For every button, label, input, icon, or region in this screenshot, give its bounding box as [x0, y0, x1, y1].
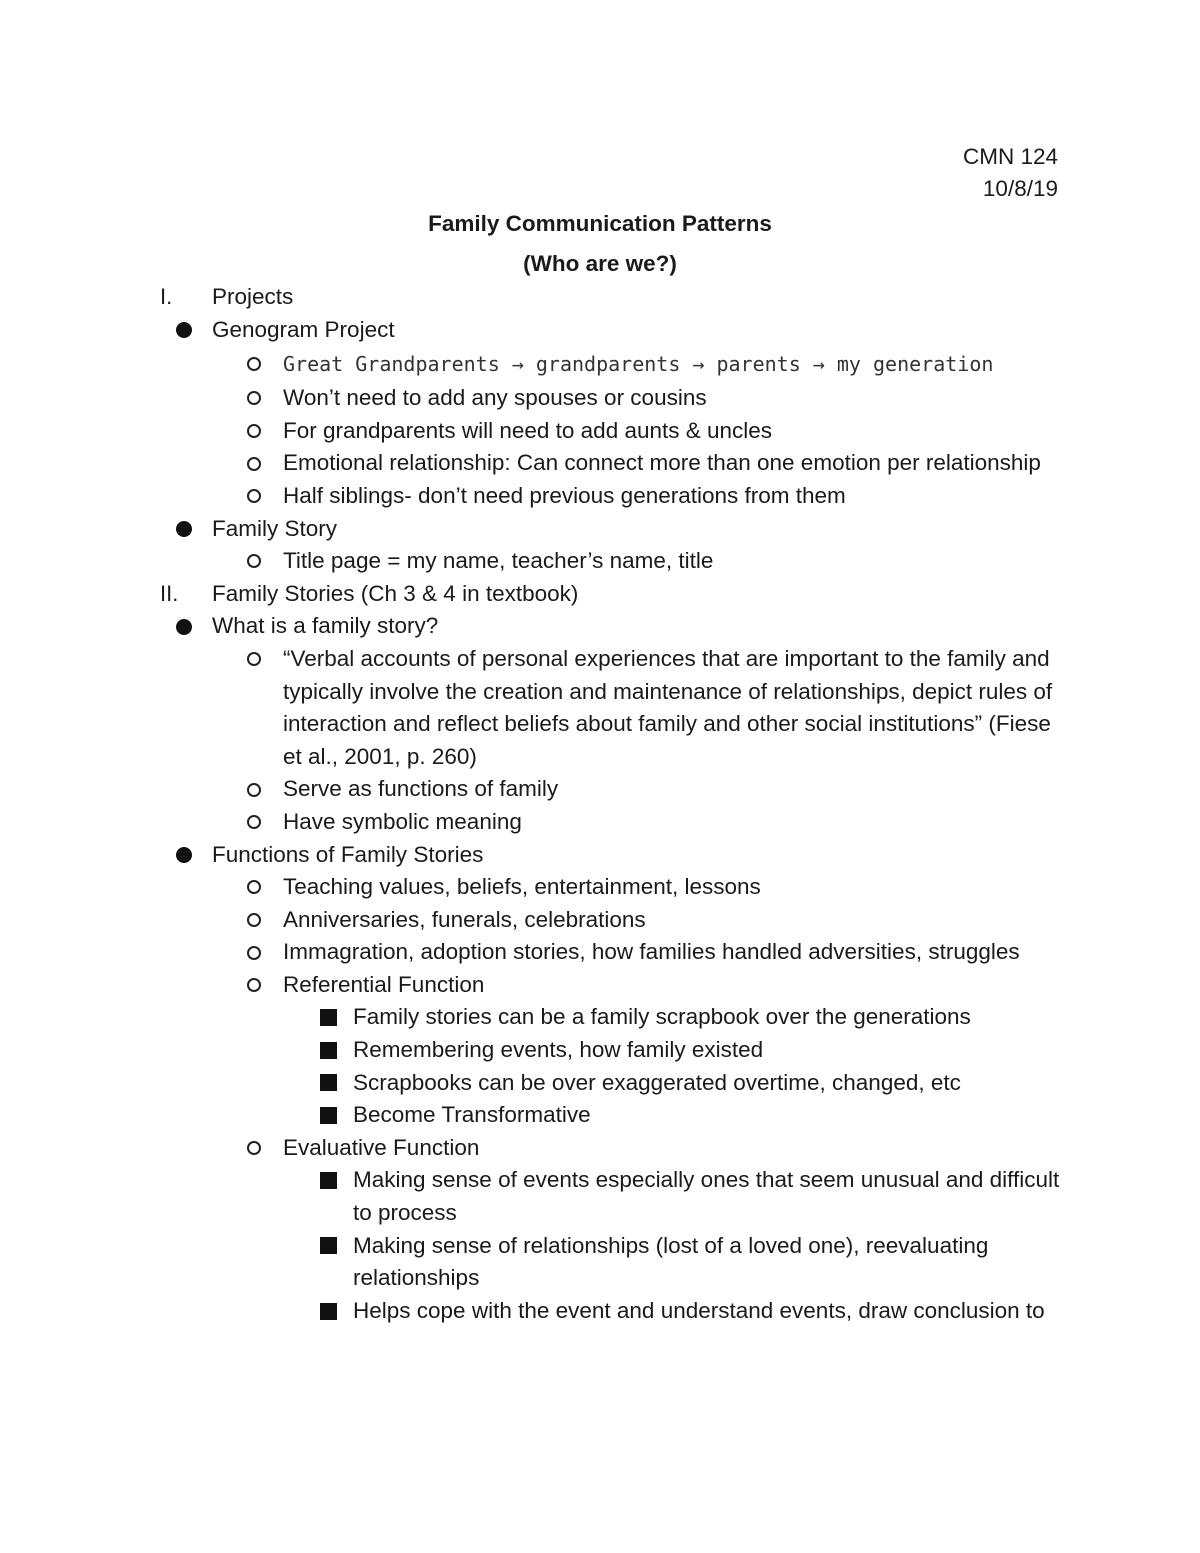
lecture-date: 10/8/19	[982, 176, 1058, 201]
square-bullet-icon	[320, 1295, 337, 1328]
filled-bullet-icon	[176, 839, 192, 872]
filled-bullet-icon	[176, 513, 192, 546]
hollow-bullet-icon	[247, 936, 261, 969]
square-bullet	[0, 1164, 1200, 1229]
square-bullet-text: Helps cope with the event and understand events, draw conclusion to	[353, 1297, 1045, 1323]
square-bullet	[0, 1067, 1200, 1100]
bullet-text: Family Story	[212, 515, 338, 541]
sub-bullet	[0, 415, 1200, 448]
square-bullet	[0, 1295, 1200, 1328]
sub-bullet	[0, 773, 1200, 806]
filled-bullet-icon	[176, 314, 192, 347]
sub-bullet	[0, 480, 1200, 513]
sub-bullet	[0, 382, 1200, 415]
sub-bullet	[0, 871, 1200, 904]
sub-bullet-text: Title page = my name, teacher’s name, title	[283, 548, 714, 574]
sub-bullet-text: Immagration, adoption stories, how families handled adversities, struggles	[283, 939, 1020, 965]
bullet-text: Genogram Project	[212, 316, 395, 342]
course-code: CMN 124	[962, 144, 1058, 169]
sub-bullet-text: Referential Function	[283, 971, 485, 997]
section-family-stories	[0, 578, 1200, 611]
sub-bullet-text: Anniversaries, funerals, celebrations	[283, 906, 646, 932]
square-bullet	[0, 1099, 1200, 1132]
sub-bullet	[0, 904, 1200, 937]
hollow-bullet-icon	[247, 969, 261, 1002]
sub-bullet-text: Serve as functions of family	[283, 776, 559, 802]
hollow-bullet-icon	[247, 806, 261, 839]
square-bullet	[0, 1230, 1200, 1295]
square-bullet	[0, 1034, 1200, 1067]
document-title: Family Communication Patterns	[428, 211, 772, 236]
square-bullet-icon	[320, 1067, 337, 1100]
sub-bullet	[0, 643, 1200, 773]
roman-numeral: I.	[160, 284, 173, 309]
sub-bullet-text: Teaching values, beliefs, entertainment, lessons	[283, 874, 761, 900]
sub-bullet-text: Won’t need to add any spouses or cousins	[283, 385, 707, 411]
hollow-bullet-icon	[247, 480, 261, 513]
hollow-bullet-icon	[247, 871, 261, 904]
bullet-text: Functions of Family Stories	[212, 841, 484, 867]
square-bullet-icon	[320, 1034, 337, 1067]
bullet-functions-of-family-stories	[0, 839, 1200, 872]
sub-bullet	[0, 447, 1200, 480]
hollow-bullet-icon	[247, 346, 261, 382]
sub-bullet-evaluative-function	[0, 1132, 1200, 1165]
hollow-bullet-icon	[247, 382, 261, 415]
hollow-bullet-icon	[247, 545, 261, 578]
square-bullet-text: Become Transformative	[353, 1102, 591, 1128]
bullet-what-is-family-story	[0, 610, 1200, 643]
hollow-bullet-icon	[247, 1132, 261, 1165]
sub-bullet-text: Have symbolic meaning	[283, 808, 522, 834]
hollow-bullet-icon	[247, 904, 261, 937]
roman-numeral: II.	[160, 580, 179, 606]
hollow-bullet-icon	[247, 415, 261, 448]
notes-outline	[0, 281, 1200, 1327]
hollow-bullet-icon	[247, 773, 261, 806]
square-bullet-text: Making sense of relationships (lost of a loved one), reevaluating relationships	[353, 1232, 989, 1291]
square-bullet	[0, 1001, 1200, 1034]
section-heading: Family Stories (Ch 3 & 4 in textbook)	[212, 580, 579, 606]
sub-bullet	[0, 806, 1200, 839]
section-heading: Projects	[212, 284, 294, 309]
square-bullet-text: Making sense of events especially ones that seem unusual and difficult to process	[353, 1167, 1060, 1226]
sub-bullet	[0, 545, 1200, 578]
sub-bullet	[0, 346, 1200, 382]
section-projects	[0, 281, 1200, 314]
bullet-genogram-project	[0, 314, 1200, 347]
sub-bullet-text: “Verbal accounts of personal experiences that are important to the family and typically involve the creation and maintenance of relationships, depict rules of interaction and reflect beliefs about family and other social institutions” (Fiese et al., 2001, p. 260)	[283, 645, 1053, 769]
sub-bullet-text: Evaluative Function	[283, 1134, 480, 1160]
hollow-bullet-icon	[247, 643, 261, 676]
sub-bullet-referential-function	[0, 969, 1200, 1002]
bullet-text: What is a family story?	[212, 613, 439, 639]
square-bullet-icon	[320, 1099, 337, 1132]
square-bullet-text: Scrapbooks can be over exaggerated overtime, changed, etc	[353, 1069, 961, 1095]
sub-bullet-text: Great Grandparents → grandparents → parents → my generation	[283, 352, 994, 377]
square-bullet-icon	[320, 1164, 337, 1197]
document-subtitle: (Who are we?)	[523, 251, 677, 276]
filled-bullet-icon	[176, 610, 192, 643]
square-bullet-text: Family stories can be a family scrapbook over the generations	[353, 1004, 971, 1030]
hollow-bullet-icon	[247, 447, 261, 480]
square-bullet-text: Remembering events, how family existed	[353, 1037, 764, 1063]
square-bullet-icon	[320, 1230, 337, 1263]
sub-bullet-text: Half siblings- don’t need previous generations from them	[283, 482, 846, 508]
sub-bullet-text: Emotional relationship: Can connect more than one emotion per relationship	[283, 450, 1041, 476]
bullet-family-story	[0, 513, 1200, 546]
sub-bullet-text: For grandparents will need to add aunts & uncles	[283, 417, 773, 443]
square-bullet-icon	[320, 1001, 337, 1034]
sub-bullet	[0, 936, 1200, 969]
